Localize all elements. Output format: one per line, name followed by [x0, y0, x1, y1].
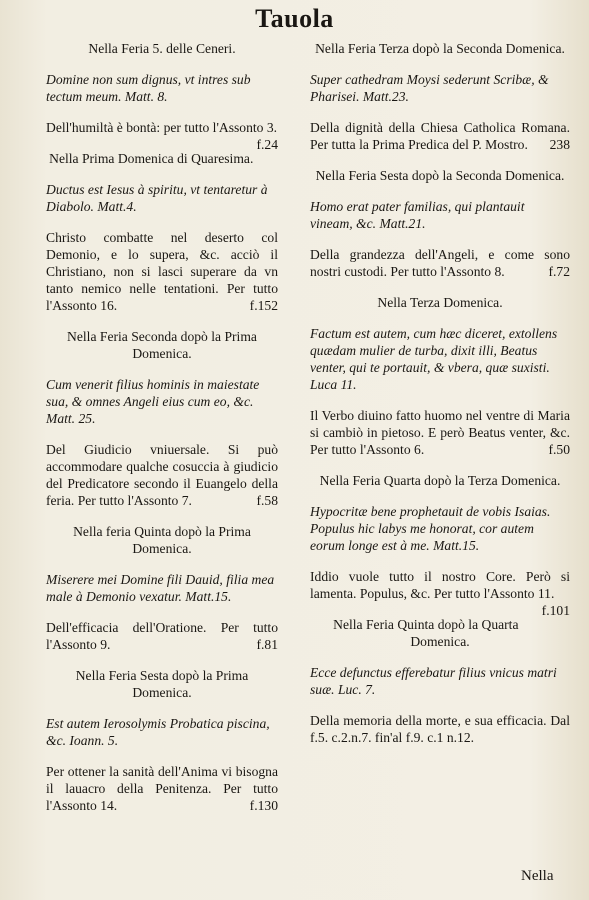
entry-text: Della dignità della Chiesa Catholica Romana. Per tutta la Prima Predica del P. Mostro. — [310, 120, 570, 152]
folio-reference: f.50 — [548, 442, 570, 457]
index-entry — [310, 407, 570, 458]
entry-text: Nella Feria Terza dopò la Seconda Domenica. — [315, 41, 565, 56]
scripture-quote — [46, 571, 278, 605]
entry-text: Nella Feria Quinta dopò la Quarta Domenica. — [333, 617, 519, 649]
entry-text: Nella Feria Seconda dopò la Prima Domenica. — [67, 329, 257, 361]
folio-reference: f.130 — [249, 798, 278, 813]
entry-text: Super cathedram Moysi sederunt Scribæ, & Pharisei. Matt.23. — [310, 72, 549, 104]
entry-text: Nella feria Quinta dopò la Prima Domenica. — [73, 524, 251, 556]
left-column — [46, 40, 278, 828]
page-title: Tauola — [255, 4, 334, 33]
entry-text: Miserere mei Domine fili Dauid, filia mea male à Demonio vexatur. Matt.15. — [46, 572, 275, 604]
scripture-quote — [46, 715, 278, 749]
folio-reference: f.58 — [256, 493, 278, 508]
entry-text: Est autem Ierosolymis Probatica piscina, &c. Ioann. 5. — [46, 716, 270, 748]
folio-reference: f.24 — [256, 137, 278, 152]
section-heading — [310, 167, 570, 184]
entry-text: Della grandezza dell'Angeli, e come sono nostri custodi. Per tutto l'Assonto 8. — [310, 247, 570, 279]
entry-text: Nella Terza Domenica. — [377, 295, 503, 310]
index-entry — [310, 246, 570, 280]
entry-text: Nella Feria 5. delle Ceneri. — [88, 41, 236, 56]
index-entry — [310, 712, 570, 746]
entry-text: Christo combatte nel deserto col Demonio, e lo supera, &c. acciò il Christiano, non si lasci superare da vn tanto nemico nelle tentationi. Per tutto l'Assonto 16. — [46, 230, 278, 313]
index-entry — [46, 441, 278, 509]
index-entry — [46, 119, 278, 152]
entry-text: Cum venerit filius hominis in maiestate sua, & omnes Angeli eius cum eo, &c. Matt. 25. — [46, 377, 260, 426]
entry-text: Nella Prima Domenica di Quaresima. — [49, 151, 254, 166]
entry-text: Dell'efficacia dell'Oratione. Per tutto l'Assonto 9. — [46, 620, 278, 652]
entry-text: Ductus est Iesus à spiritu, vt tentaretur à Diabolo. Matt.4. — [46, 182, 268, 214]
section-heading — [46, 667, 278, 701]
section-heading — [310, 616, 570, 650]
entry-text: Iddio vuole tutto il nostro Core. Però si lamenta. Populus, &c. Per tutto l'Assonto 11. — [310, 569, 570, 601]
index-entry — [310, 119, 570, 153]
right-column — [310, 40, 570, 760]
scripture-quote — [46, 376, 278, 427]
scripture-quote — [310, 503, 570, 554]
folio-reference: f.152 — [249, 298, 278, 313]
scripture-quote — [310, 198, 570, 232]
section-heading — [310, 472, 570, 489]
scripture-quote — [310, 71, 570, 105]
section-heading — [310, 294, 570, 311]
entry-text: Nella Feria Quarta dopò la Terza Domenica. — [319, 473, 561, 488]
folio-reference: 238 — [549, 137, 570, 152]
catchword: Nella — [521, 868, 554, 884]
entry-text: Per ottener la sanità dell'Anima vi bisogna il lauacro della Penitenza. Per tutto l'Assonto 14. — [46, 764, 278, 813]
scripture-quote — [46, 181, 278, 215]
section-heading — [46, 523, 278, 557]
index-entry — [46, 229, 278, 314]
index-entry — [310, 568, 570, 618]
entry-text: Nella Feria Sesta dopò la Prima Domenica. — [75, 668, 249, 700]
entry-text: Homo erat pater familias, qui plantauit vineam, &c. Matt.21. — [310, 199, 525, 231]
folio-reference: f.81 — [256, 637, 278, 652]
index-entry — [46, 763, 278, 814]
folio-reference: f.72 — [548, 264, 570, 279]
entry-text: Nella Feria Sesta dopò la Seconda Domenica. — [315, 168, 565, 183]
scripture-quote — [310, 664, 570, 698]
entry-text: Factum est autem, cum hæc diceret, extollens quædam mulier de turba, dixit illi, Beatus venter, qui te portauit, & vbera, quæ suxisti. Luca 11. — [310, 326, 558, 392]
scripture-quote — [310, 325, 570, 393]
scripture-quote — [46, 71, 278, 105]
entry-text: Domine non sum dignus, vt intres sub tectum meum. Matt. 8. — [46, 72, 251, 104]
entry-text: Ecce defunctus efferebatur filius vnicus matri suæ. Luc. 7. — [310, 665, 557, 697]
entry-text: Del Giudicio vniuersale. Si può accommodare qualche cosuccia à giudicio del Predicatore secondo il Euangelo della feria. Per tutto l'Assonto 7. — [46, 442, 278, 508]
section-heading — [310, 40, 570, 57]
section-heading — [46, 150, 278, 167]
section-heading — [46, 328, 278, 362]
entry-text: Della memoria della morte, e sua efficacia. Dal f.5. c.2.n.7. fin'al f.9. c.1 n.12. — [310, 713, 570, 745]
index-entry — [46, 619, 278, 653]
entry-text: Hypocritæ bene prophetauit de vobis Isaias. Populus hic labys me honorat, cor autem eorum longe est à me. Matt.15. — [310, 504, 551, 553]
entry-text: Dell'humiltà è bontà: per tutto l'Assonto 3. — [46, 120, 278, 135]
entry-text: Il Verbo diuino fatto huomo nel ventre di Maria si cambiò in pietoso. E però Beatus venter, &c. Per tutto l'Assonto 6. — [310, 408, 570, 457]
section-heading — [46, 40, 278, 57]
folio-reference: f.101 — [541, 603, 570, 618]
